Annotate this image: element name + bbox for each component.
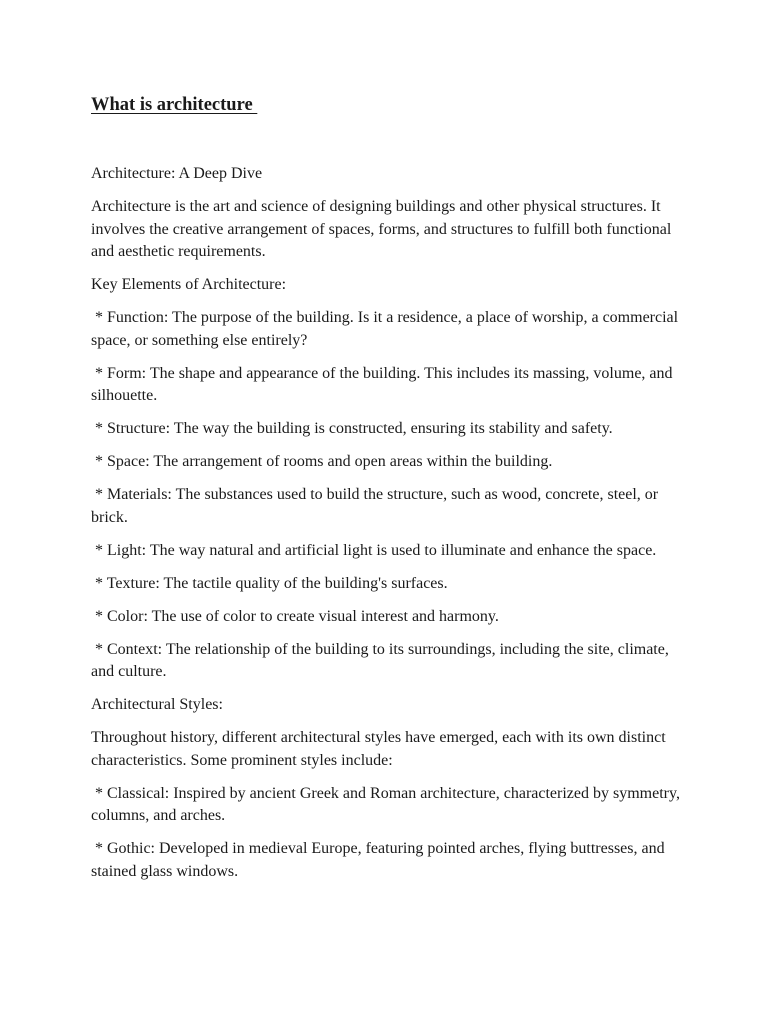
intro-paragraph: Architecture is the art and science of designing buildings and other physical structures. It involves the creative arrangement of spaces, forms, and structures to fulfill both functional and aesthetic requirements. (91, 198, 676, 260)
list-item-color: * Color: The use of color to create visual interest and harmony. (91, 607, 499, 625)
list-item-texture: * Texture: The tactile quality of the building's surfaces. (91, 574, 448, 592)
list-item-context: * Context: The relationship of the building to its surroundings, including the site, climate, and culture. (91, 640, 673, 680)
document-title: What is architecture (91, 95, 258, 115)
document-body (91, 163, 684, 883)
styles-intro-paragraph: Throughout history, different architectural styles have emerged, each with its own distinct characteristics. Some prominent styles include: (91, 729, 670, 769)
list-item-gothic: * Gothic: Developed in medieval Europe, featuring pointed arches, flying buttresses, and stained glass windows. (91, 840, 669, 880)
list-item-structure: * Structure: The way the building is constructed, ensuring its stability and safety. (91, 420, 613, 437)
list-item-light: * Light: The way natural and artificial light is used to illuminate and enhance the space. (91, 541, 657, 559)
list-item-materials: * Materials: The substances used to build the structure, such as wood, concrete, steel, or brick. (91, 486, 663, 526)
list-item-classical: * Classical: Inspired by ancient Greek and Roman architecture, characterized by symmetry, columns, and arches. (91, 784, 684, 824)
list-item-space: * Space: The arrangement of rooms and open areas within the building. (91, 453, 553, 470)
list-item-form: * Form: The shape and appearance of the building. This includes its massing, volume, and silhouette. (91, 364, 677, 404)
list-item-function: * Function: The purpose of the building. Is it a residence, a place of worship, a commercial space, or something else entirely? (91, 309, 683, 349)
section-heading-deep-dive: Architecture: A Deep Dive (91, 165, 263, 182)
document-page (91, 93, 684, 894)
section-heading-key-elements: Key Elements of Architecture: (91, 276, 287, 293)
section-heading-styles: Architectural Styles: (91, 696, 223, 713)
